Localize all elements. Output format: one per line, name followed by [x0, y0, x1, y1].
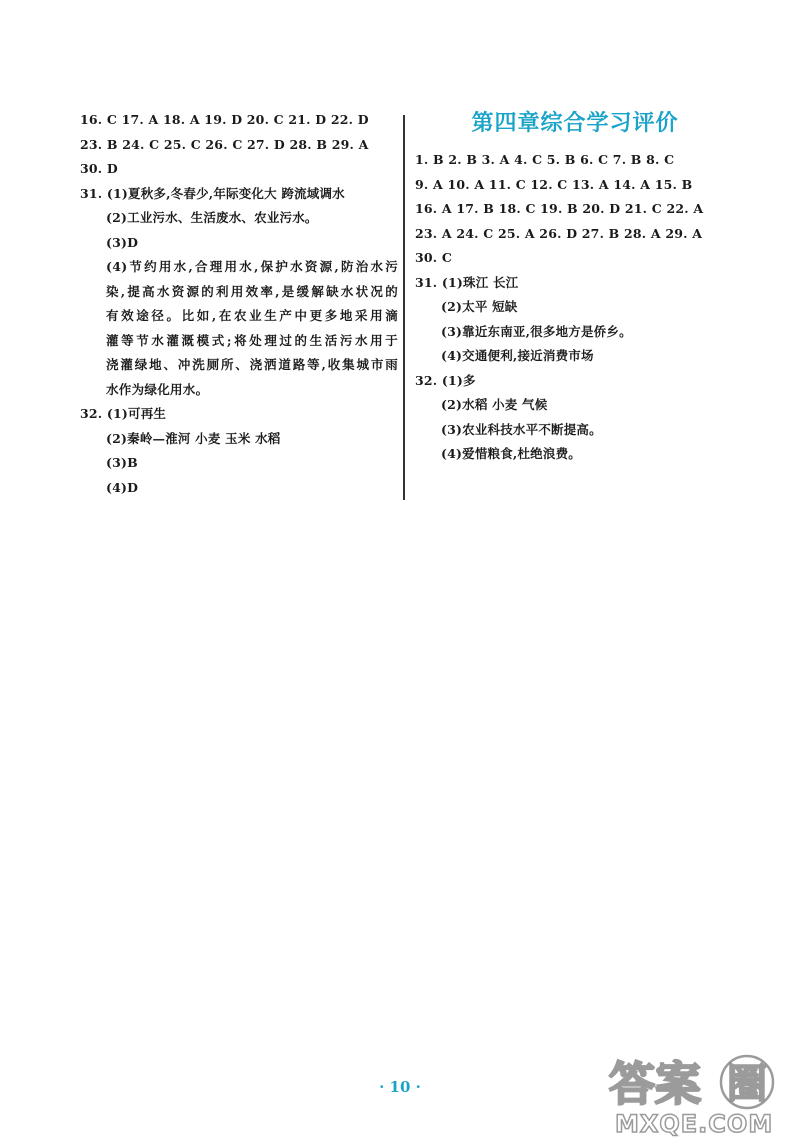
answer-subitem: (4)交通便利,接近消费市场 — [441, 348, 594, 363]
chapter-title: 第四章综合学习评价 — [471, 111, 679, 136]
answer-subitem: (4)D — [106, 479, 139, 495]
paragraph-line: (4)节约用水,合理用水,保护水资源,防治水污 — [106, 259, 398, 274]
answer-row: 16. C 17. A 18. A 19. D 20. C 21. D 22. D — [80, 112, 369, 127]
answer-row: 32. (1)多 — [415, 372, 476, 388]
answer-row: 23. B 24. C 25. C 26. C 27. D 28. B 29. A — [80, 136, 369, 152]
column-divider — [403, 115, 405, 500]
paragraph-line: 灌等节水灌溉模式;将处理过的生活污水用于 — [106, 332, 398, 348]
paragraph-line: 有效途径。比如,在农业生产中更多地采用滴 — [106, 308, 398, 323]
answer-subitem: (3)农业科技水平不断提高。 — [441, 421, 602, 437]
answer-subitem: (3)B — [106, 455, 138, 470]
answer-subitem: (4)爱惜粮食,杜绝浪费。 — [441, 446, 581, 461]
paragraph-line: 浇灌绿地、冲洗厕所、浇洒道路等,收集城市雨 — [106, 357, 398, 372]
answer-row: 23. A 24. C 25. A 26. D 27. B 28. A 29. A — [415, 225, 703, 241]
page-number: · 10 · — [379, 1078, 421, 1096]
answer-row: 16. A 17. B 18. C 19. B 20. D 21. C 22. A — [415, 201, 704, 216]
answer-subitem: (3)靠近东南亚,很多地方是侨乡。 — [441, 323, 632, 339]
answer-paragraph — [80, 255, 398, 402]
svg-text:MXQE.COM: MXQE.COM — [615, 1110, 774, 1137]
answer-row: 1. B 2. B 3. A 4. C 5. B 6. C 7. B 8. C — [415, 152, 675, 167]
answer-row: 32. (1)可再生 — [80, 406, 167, 421]
paragraph-line: 水作为绿化用水。 — [106, 381, 209, 397]
answer-subitem: (2)水稻 小麦 气候 — [441, 397, 548, 412]
answer-row: 9. A 10. A 11. C 12. C 13. A 14. A 15. B — [415, 176, 693, 192]
left-column — [80, 108, 398, 500]
answer-row: 31. (1)夏秋多,冬春少,年际变化大 跨流域调水 — [80, 185, 345, 201]
svg-text:答案: 答案 — [609, 1057, 701, 1111]
answer-row: 30. C — [415, 250, 453, 265]
paragraph-line: 染,提高水资源的利用效率,是缓解缺水状况的 — [106, 283, 398, 299]
svg-text:圈: 圈 — [727, 1061, 767, 1107]
watermark-logo — [605, 1042, 780, 1137]
answer-subitem: (3)D — [106, 234, 139, 250]
answer-subitem: (2)秦岭—淮河 小麦 玉米 水稻 — [106, 430, 281, 446]
answer-row: 31. (1)珠江 长江 — [415, 274, 519, 290]
answer-subitem: (2)工业污水、生活废水、农业污水。 — [106, 210, 318, 225]
right-column — [415, 108, 735, 467]
answer-subitem: (2)太平 短缺 — [441, 299, 518, 314]
answer-row: 30. D — [80, 161, 118, 176]
